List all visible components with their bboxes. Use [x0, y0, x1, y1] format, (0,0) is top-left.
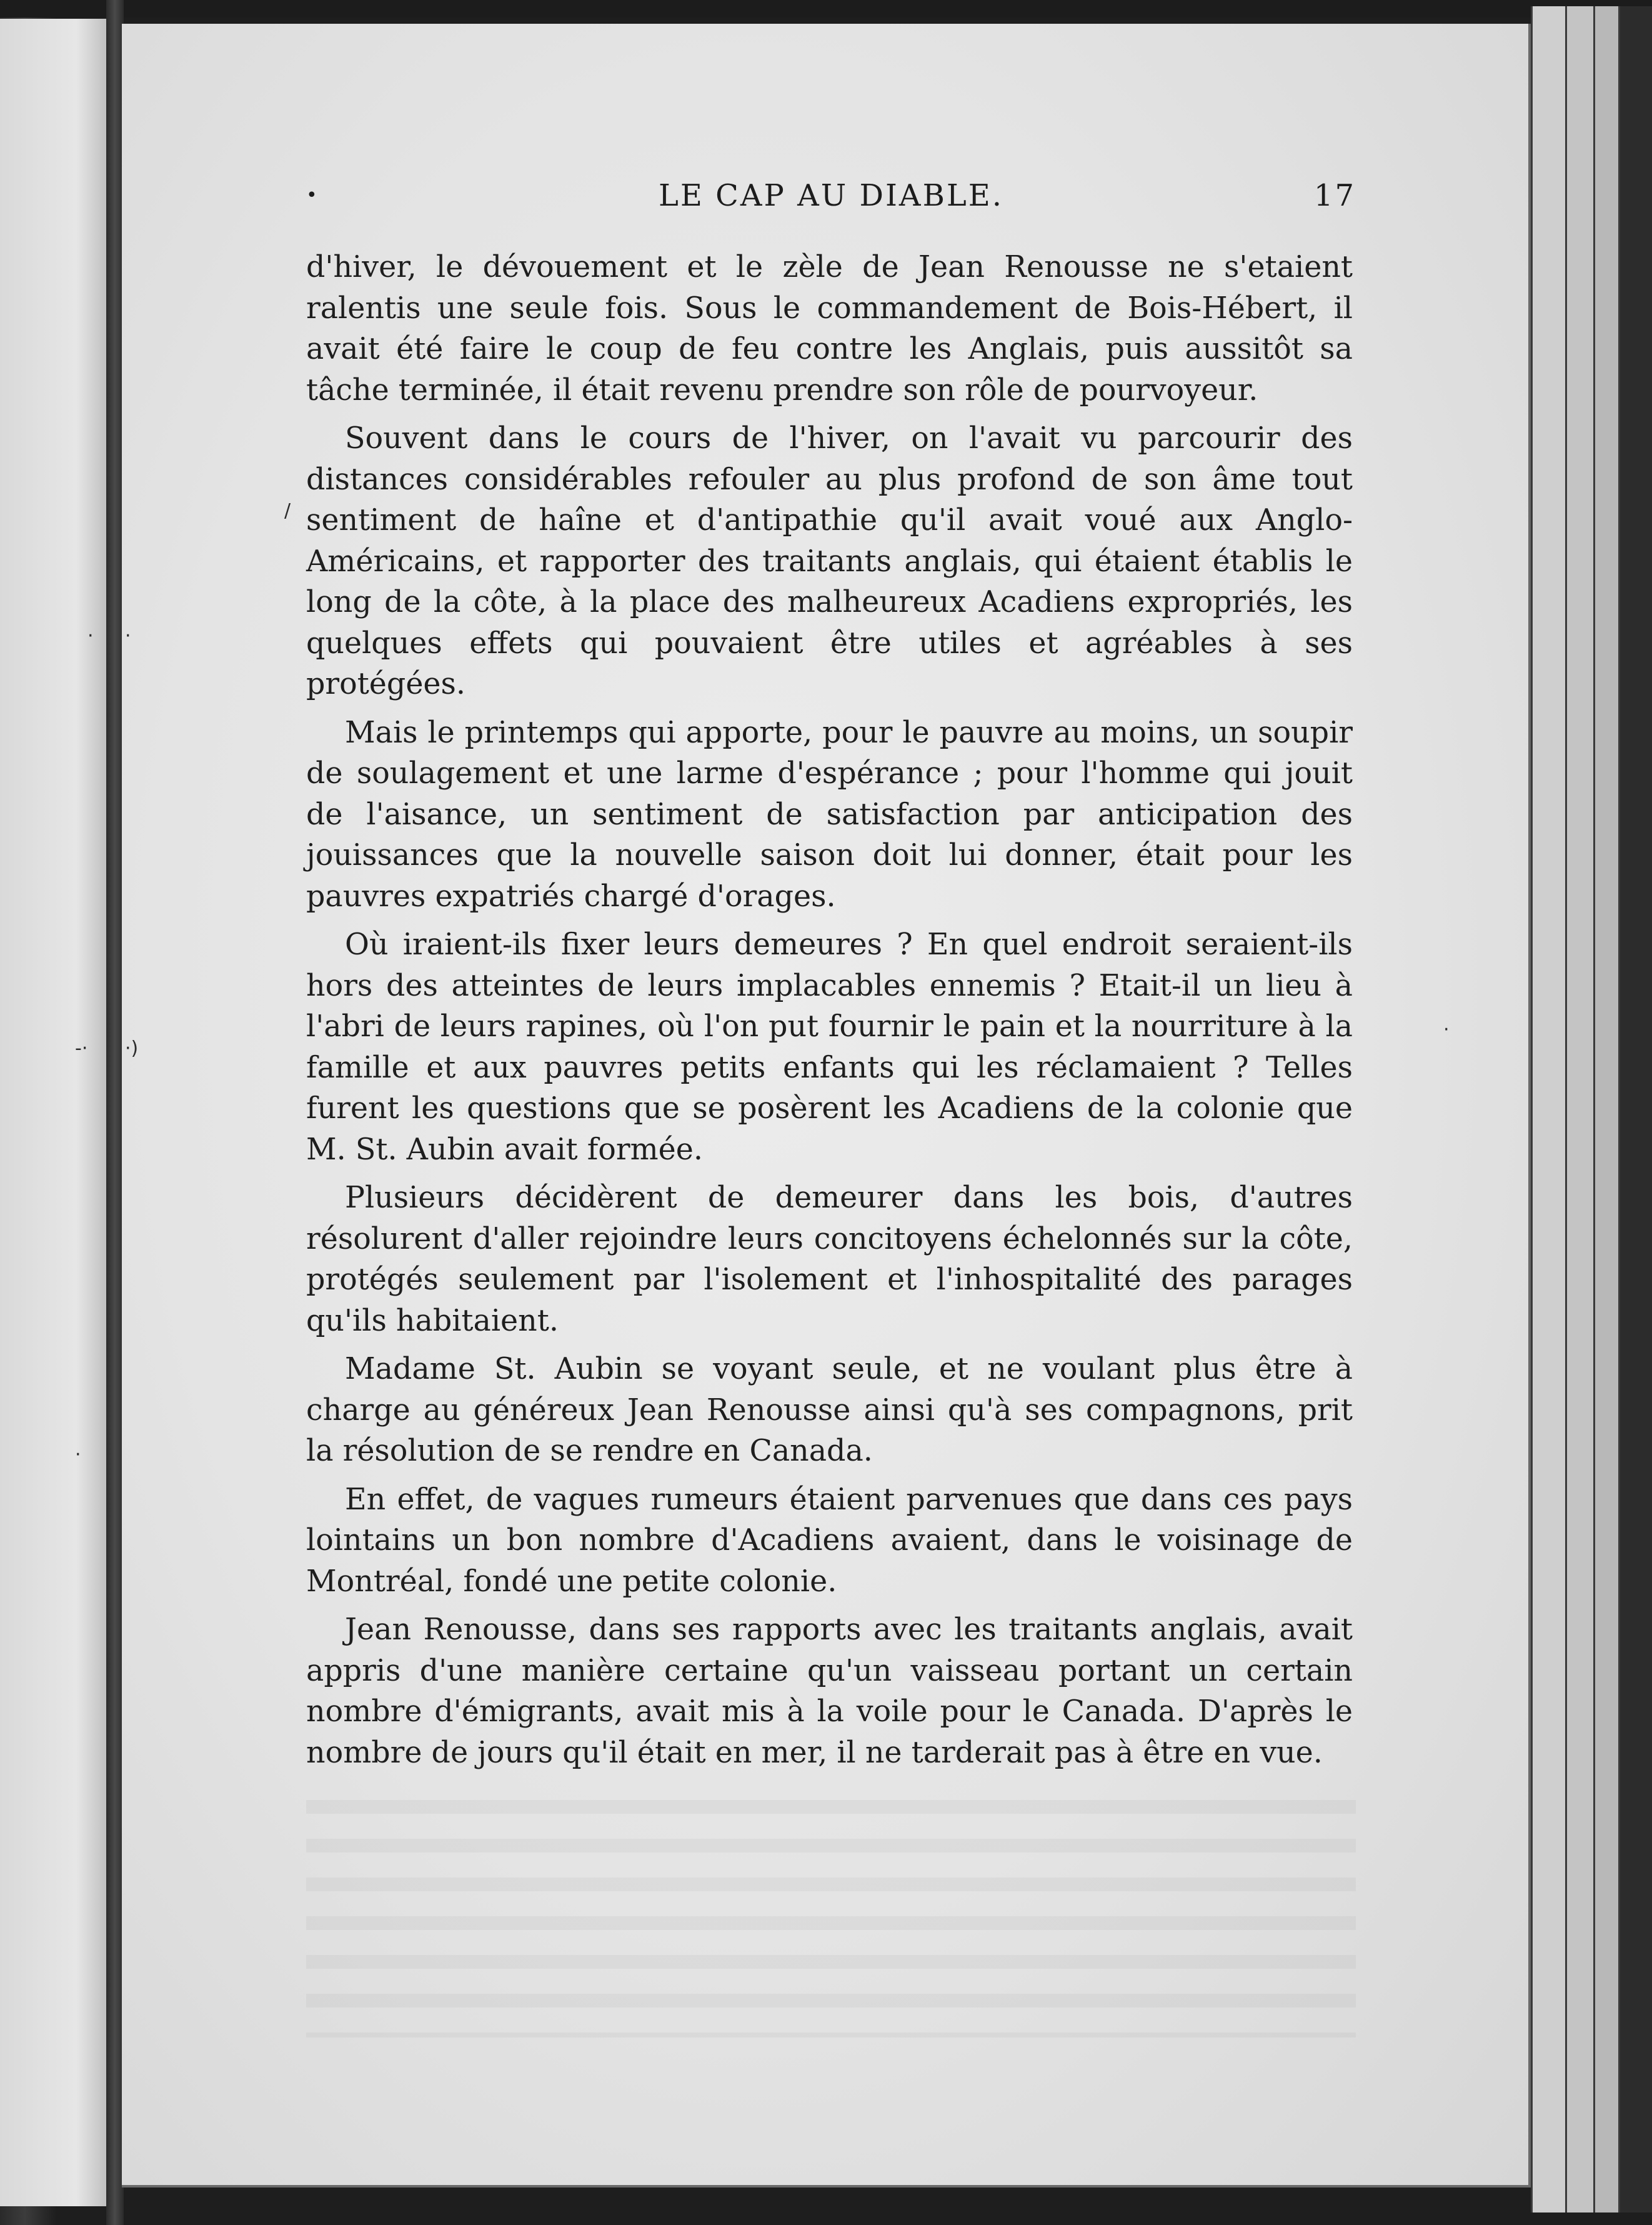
paragraph: Mais le printemps qui apporte, pour le pauvre au moins, un soupir de soulagement et une larme d'espérance ; pour l'homme qui jouit de l'aisance, un sentiment de satisfaction par anticipation des jouissances que la nouvelle saison doit lui donner, était pour les pauvres expatriés chargé d'orages.: [306, 715, 1353, 914]
cover-edge: [1618, 6, 1652, 2212]
book-spine: [106, 0, 124, 2225]
margin-speck: /: [284, 500, 291, 522]
margin-speck: -·: [75, 1038, 88, 1059]
paragraph: Madame St. Aubin se voyant seule, et ne voulant plus être à charge au généreux Jean Renousse ainsi qu'à ses compagnons, prit la résolution de se rendre en Canada.: [306, 1352, 1353, 1468]
paragraph: Plusieurs décidèrent de demeurer dans les bois, d'autres résolurent d'aller rejoindre leurs concitoyens échelonnés sur la côte, protégés seulement par l'isolement et l'inhospitalité des parages qu'ils habitaient.: [306, 1181, 1353, 1338]
running-title: LE CAP AU DIABLE.: [658, 178, 1004, 213]
header-ornament: •: [306, 184, 319, 206]
paragraph: En effet, de vagues rumeurs étaient parvenues que dans ces pays lointains un bon nombre d'Acadiens avaient, dans le voisinage de Montréal, fondé une petite colonie.: [306, 1482, 1353, 1599]
margin-speck: ·: [125, 625, 131, 647]
paragraph: d'hiver, le dévouement et le zèle de Jean Renousse ne s'etaient ralentis une seule fois. Sous le commandement de Bois-Hébert, il avait été faire le coup de feu contre les Anglais, puis aussitôt sa tâche terminée, il était revenu prendre son rôle de pourvoyeur.: [306, 250, 1353, 408]
scan-top-border: [0, 0, 1652, 18]
margin-speck: ·: [87, 625, 94, 647]
paragraph: Où iraient-ils fixer leurs demeures ? En quel endroit seraient-ils hors des atteintes de leurs implacables ennemis ? Etait-il un lieu à l'abri de leurs rapines, où l'on put fournir le pain et la nourriture à la famille et aux pauvres petits enfants qui les réclamaient ? Telles furent les questions que se posèrent les Acadiens de la colonie que M. St. Aubin avait formée.: [306, 928, 1353, 1167]
margin-speck: ·): [125, 1038, 139, 1059]
margin-speck: ·: [1443, 1019, 1450, 1041]
body-text: [306, 247, 1353, 1781]
page-number: 17: [1313, 178, 1356, 213]
bleed-through-shadow: [306, 1775, 1356, 2038]
left-page-edge: [0, 19, 114, 2206]
paragraph: Jean Renousse, dans ses rapports avec les traitants anglais, avait appris d'une manière certaine qu'un vaisseau portant un certain nombre d'émigrants, avait mis à la voile pour le Canada. D'après le nombre de jours qu'il était en mer, il ne tarderait pas à être en vue.: [306, 1612, 1353, 1770]
margin-speck: ·: [75, 1444, 81, 1466]
paragraph: Souvent dans le cours de l'hiver, on l'avait vu parcourir des distances considérables refouler au plus profond de son âme tout sentiment de haîne et d'antipathie qu'il avait voué aux Anglo-Américains, et rapporter des traitants anglais, qui étaient établis le long de la côte, à la place des malheureux Acadiens expropriés, les quelques effets qui pouvaient être utiles et agréables à ses protégées.: [306, 421, 1353, 701]
page-header: [306, 178, 1356, 222]
